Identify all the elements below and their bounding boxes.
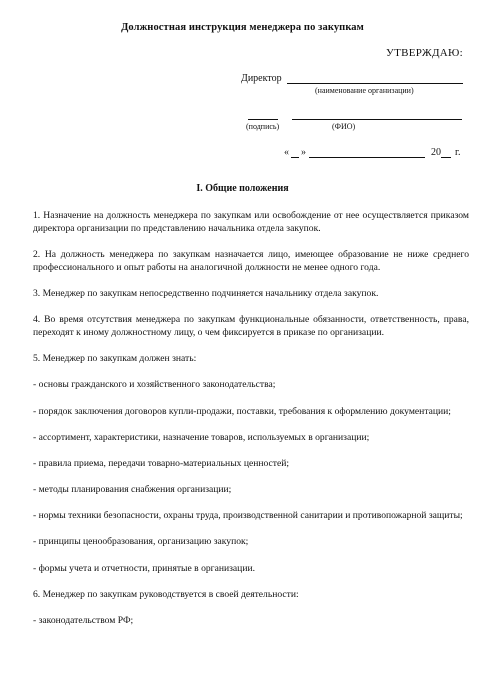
year-prefix: 20 bbox=[431, 147, 441, 158]
paragraph: 6. Менеджер по закупкам руководствуется в своей деятельности: bbox=[33, 588, 299, 600]
paragraph: 1. Назначение на должность менеджера по закупкам или освобождение от нее осуществляется приказом директора организации по представлению начальника отдела закупок. bbox=[33, 210, 469, 234]
list-item: - основы гражданского и хозяйственного законодательства; bbox=[33, 379, 276, 391]
day-field[interactable] bbox=[291, 147, 299, 158]
date-open-quote: « bbox=[284, 147, 289, 158]
director-row bbox=[241, 73, 463, 84]
section-title: I. Общие положения bbox=[196, 183, 289, 194]
list-item: - законодательством РФ; bbox=[33, 615, 134, 627]
date-close-quote: » bbox=[301, 147, 306, 158]
paragraph: 4. Во время отсутствия менеджера по закупкам функциональные обязанности, ответственность, права, переходят к иному должностному лицу, о чем фиксируется в приказе по организации. bbox=[33, 314, 469, 338]
list-item: - нормы техники безопасности, охраны труда, производственной санитарии и противопожарной защиты; bbox=[33, 510, 463, 522]
list-item: - ассортимент, характеристики, назначение товаров, используемых в организации; bbox=[33, 431, 370, 443]
date-row bbox=[284, 147, 460, 158]
organization-name-field[interactable] bbox=[287, 73, 463, 84]
approval-label: УТВЕРЖДАЮ: bbox=[386, 47, 463, 59]
document-title: Должностная инструкция менеджера по закупкам bbox=[121, 22, 364, 33]
month-field[interactable] bbox=[309, 147, 425, 158]
year-suffix: г. bbox=[455, 147, 461, 158]
director-label: Директор bbox=[241, 73, 282, 84]
organization-hint: (наименование организации) bbox=[315, 86, 414, 95]
signature-field[interactable] bbox=[248, 118, 278, 120]
paragraph: 3. Менеджер по закупкам непосредственно подчиняется начальнику отдела закупок. bbox=[33, 287, 379, 299]
full-name-field[interactable] bbox=[292, 118, 462, 120]
list-item: - формы учета и отчетности, принятые в организации. bbox=[33, 562, 255, 574]
paragraph: 5. Менеджер по закупкам должен знать: bbox=[33, 353, 197, 365]
list-item: - принципы ценообразования, организацию закупок; bbox=[33, 536, 249, 548]
paragraph: 2. На должность менеджера по закупкам назначается лицо, имеющее образование не ниже среднего профессионального и опыт работы на аналогичной должности не менее одного года. bbox=[33, 248, 469, 273]
year-field[interactable] bbox=[441, 147, 451, 158]
signature-hint: (подпись) bbox=[246, 122, 280, 131]
list-item: - порядок заключения договоров купли-продажи, поставки, требования к оформлению документации; bbox=[33, 405, 451, 417]
document-body bbox=[33, 210, 469, 641]
full-name-hint: (ФИО) bbox=[332, 122, 356, 131]
list-item: - методы планирования снабжения организации; bbox=[33, 484, 232, 496]
list-item: - правила приема, передачи товарно-материальных ценностей; bbox=[33, 457, 290, 469]
